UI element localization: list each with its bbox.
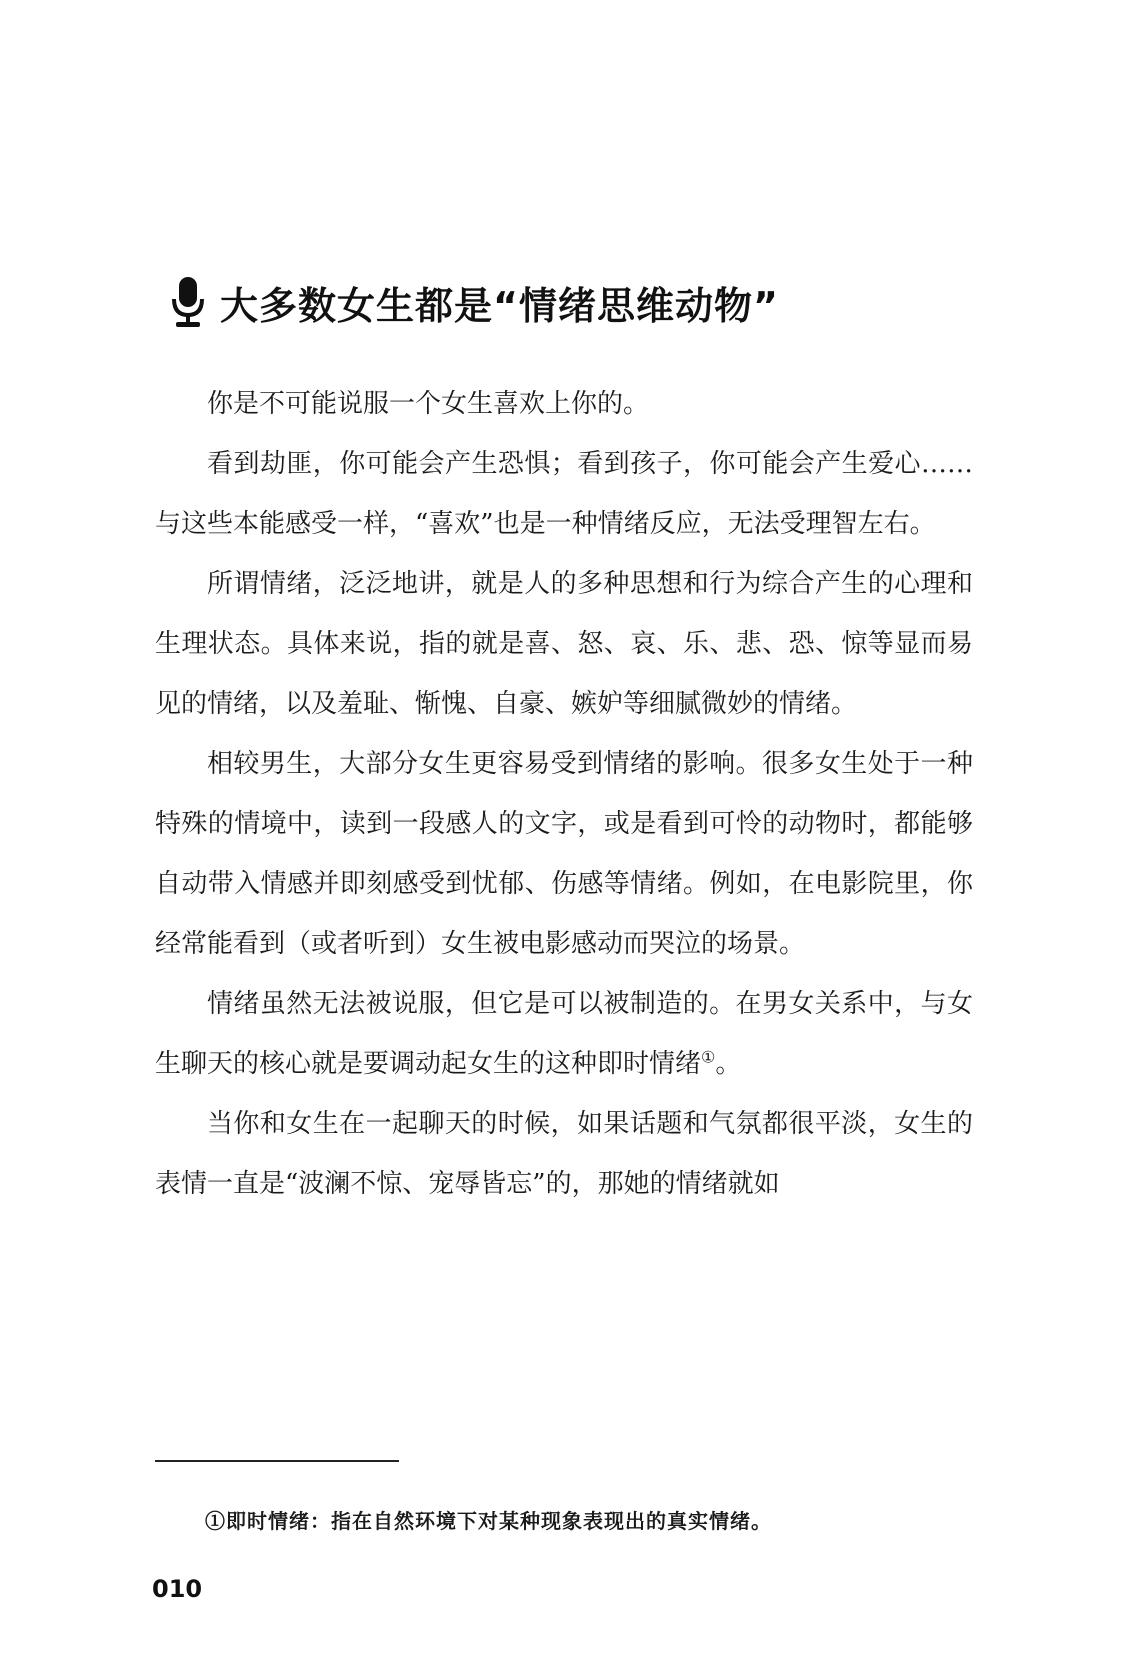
paragraph: 相较男生，大部分女生更容易受到情绪的影响。很多女生处于一种特殊的情境中，读到一段感人的文字，或是看到可怜的动物时，都能够自动带入情感并即刻感受到忧郁、伤感等情绪。例如，在电影院里，你经常能看到（或者听到）女生被电影感动而哭泣的场景。 [155, 749, 973, 959]
page-number: 010 [152, 1575, 203, 1603]
section-title: 大多数女生都是“情绪思维动物” [220, 283, 779, 328]
footnote-divider [155, 1460, 399, 1462]
footnote: ①即时情绪：指在自然环境下对某种现象表现出的真实情绪。 [205, 1509, 772, 1533]
paragraph: 你是不可能说服一个女生喜欢上你的。 [207, 389, 650, 419]
footnote-reference[interactable]: ① [701, 1047, 716, 1067]
section-heading [170, 272, 779, 332]
body-text [155, 374, 973, 1214]
paragraph: 看到劫匪，你可能会产生恐惧；看到孩子，你可能会产生爱心……与这些本能感受一样，“喜欢”也是一种情绪反应，无法受理智左右。 [155, 449, 973, 539]
paragraph-with-footnote [155, 974, 973, 1094]
paragraph-text: 情绪虽然无法被说服，但它是可以被制造的。在男女关系中，与女生聊天的核心就是要调动起女生的这种即时情绪 [155, 989, 973, 1079]
microphone-icon [170, 275, 206, 329]
paragraph: 当你和女生在一起聊天的时候，如果话题和气氛都很平淡，女生的表情一直是“波澜不惊、宠辱皆忘”的，那她的情绪就如 [155, 1109, 973, 1199]
paragraph: 所谓情绪，泛泛地讲，就是人的多种思想和行为综合产生的心理和生理状态。具体来说，指的就是喜、怒、哀、乐、悲、恐、惊等显而易见的情绪，以及羞耻、惭愧、自豪、嫉妒等细腻微妙的情绪。 [155, 569, 973, 719]
paragraph-text-end: 。 [715, 1049, 742, 1079]
